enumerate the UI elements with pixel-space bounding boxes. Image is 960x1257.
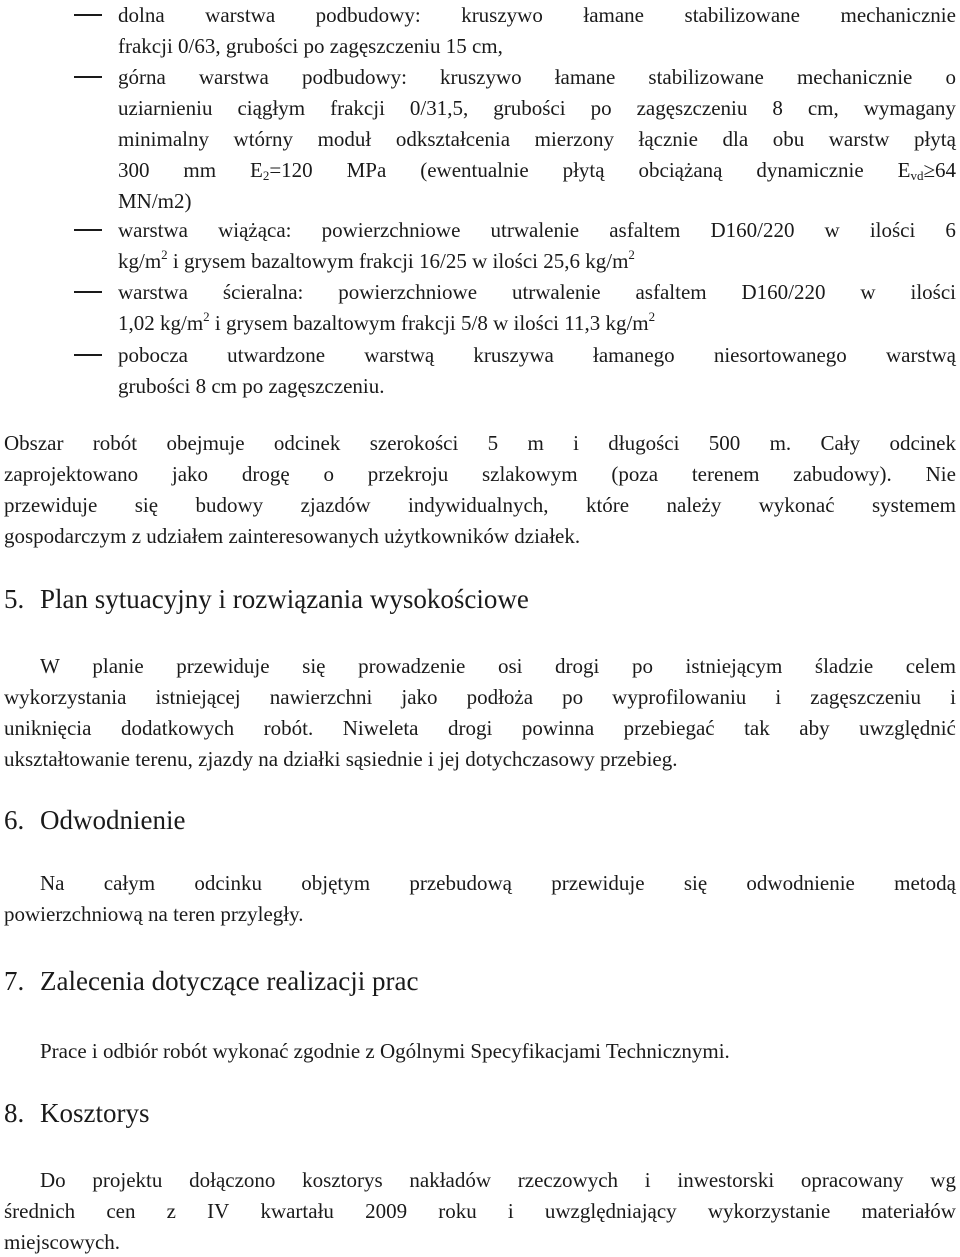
word: przekroju <box>367 462 449 486</box>
section-paragraph-line <box>4 1196 956 1226</box>
word: przebiegać <box>623 716 715 740</box>
word: uwzględniający <box>544 1199 677 1223</box>
word: systemem <box>871 493 956 517</box>
word: aby <box>799 716 830 740</box>
section-number: 6. <box>4 805 25 835</box>
section-title: Plan sytuacyjny i rozwiązania wysokościowe <box>40 584 529 614</box>
word: odcinku <box>194 871 262 895</box>
word: asfaltem <box>635 280 707 304</box>
word: planie <box>92 654 144 678</box>
word: obu <box>772 127 805 151</box>
word: dla <box>722 127 749 151</box>
word: dodatkowych <box>120 716 235 740</box>
word: szerokości <box>369 431 459 455</box>
word: uwzględnić <box>859 716 956 740</box>
word: wykorzystanie <box>707 1199 831 1223</box>
dash-bullet-icon <box>74 340 104 370</box>
word: ścieralna: <box>222 280 304 304</box>
word: warstw <box>828 127 890 151</box>
word: warstwa <box>198 65 269 89</box>
word: w <box>824 218 840 242</box>
superscript: 2 <box>628 247 635 262</box>
word: i <box>644 1168 651 1192</box>
word: drogi <box>448 716 493 740</box>
section-number: 8. <box>4 1098 25 1128</box>
word: robót. <box>263 716 314 740</box>
section-paragraph-line: Prace i odbiór robót wykonać zgodnie z Ogólnymi Specyfikacjami Technicznymi. <box>40 1039 730 1063</box>
section-title: Odwodnienie <box>40 805 186 835</box>
word: powinna <box>521 716 595 740</box>
word: (ewentualnie <box>420 158 529 182</box>
word: łamane <box>583 3 644 27</box>
word: przewiduje <box>4 493 98 517</box>
word: indywidualnych, <box>407 493 549 517</box>
word: prowadzenie <box>358 654 466 678</box>
word: tak <box>744 716 770 740</box>
word: Cały <box>820 431 861 455</box>
word: długości <box>608 431 680 455</box>
text: i grysem bazaltowym frakcji 16/25 w ilości 25,6 kg/m <box>167 249 629 273</box>
word: odcinek <box>889 431 956 455</box>
word: pobocza <box>118 343 188 367</box>
word: terenem <box>691 462 760 486</box>
subscript: vd <box>910 168 924 183</box>
word: po <box>562 685 584 709</box>
word: wymagany <box>863 96 956 120</box>
word: mechanicznie <box>796 65 913 89</box>
word <box>250 155 313 185</box>
subscript: 2 <box>262 168 270 183</box>
bullet-line <box>118 155 956 185</box>
word: przewiduje <box>551 871 645 895</box>
section-paragraph-line: ukształtowanie terenu, zjazdy na działki sąsiednie i jej dotychczasowy przebieg. <box>4 747 678 771</box>
bullet-line <box>118 0 956 30</box>
word: budowy <box>195 493 264 517</box>
word: wiążąca: <box>218 218 292 242</box>
word: odkształcenia <box>395 127 511 151</box>
word: W <box>40 654 60 678</box>
text: i grysem bazaltowym frakcji 5/8 w ilości 11,3 kg/m <box>209 311 649 335</box>
bullet-line <box>118 308 655 338</box>
word: inwestorski <box>677 1168 775 1192</box>
word: całym <box>103 871 156 895</box>
section-title: Kosztorys <box>40 1098 150 1128</box>
word: m. <box>769 431 792 455</box>
word: E <box>897 158 911 182</box>
bullet-line: grubości 8 cm po zagęszczeniu. <box>118 374 385 398</box>
word: 8 <box>772 96 783 120</box>
word: warstwą <box>364 343 435 367</box>
word: nawierzchni <box>269 685 373 709</box>
word: i <box>507 1199 514 1223</box>
word: podbudowy: <box>315 3 421 27</box>
word: z <box>166 1199 176 1223</box>
word: Na <box>40 871 65 895</box>
word: materiałów <box>861 1199 956 1223</box>
word: górna <box>118 65 166 89</box>
word: podbudowy: <box>301 65 407 89</box>
word: dołączono <box>189 1168 276 1192</box>
word: minimalny <box>118 127 209 151</box>
word: warstwa <box>205 3 276 27</box>
word: przebudową <box>409 871 512 895</box>
word: utwardzone <box>227 343 326 367</box>
word: objętym <box>301 871 371 895</box>
word: asfaltem <box>609 218 681 242</box>
word: utrwalenie <box>511 280 601 304</box>
bullet-line: MN/m2) <box>118 189 192 213</box>
word: grubości <box>493 96 566 120</box>
dash-bullet-icon <box>74 277 104 307</box>
section-paragraph-line: miejscowych. <box>4 1230 121 1254</box>
word: (poza <box>611 462 659 486</box>
paragraph-line: gospodarczym z udziałem zainteresowanych użytkowników działek. <box>4 524 581 548</box>
section-paragraph-line <box>4 682 956 712</box>
word: 6 <box>945 218 956 242</box>
word: stabilizowane <box>648 65 764 89</box>
word: jako <box>401 685 438 709</box>
word: powierzchniowe <box>338 280 478 304</box>
dash-bullet-icon <box>74 62 104 92</box>
word: mechanicznie <box>840 3 956 27</box>
word: ilości <box>910 280 956 304</box>
superscript: 2 <box>203 309 210 324</box>
word: Do <box>40 1168 66 1192</box>
section-heading <box>4 803 185 837</box>
section-paragraph-line <box>40 1165 956 1195</box>
word: płytą <box>562 158 605 182</box>
bullet-line <box>118 277 956 307</box>
word: 300 <box>118 158 150 182</box>
section-heading <box>4 582 529 616</box>
word: kruszywa <box>473 343 554 367</box>
text: kg/m <box>118 249 162 273</box>
word: E <box>250 158 263 182</box>
word: warstwą <box>885 343 956 367</box>
word: osi <box>497 654 523 678</box>
word: cen <box>106 1199 136 1223</box>
word: odwodnienie <box>746 871 855 895</box>
word: drogę <box>241 462 290 486</box>
section-heading <box>4 964 418 998</box>
word: D160/220 <box>710 218 795 242</box>
word: rzeczowych <box>517 1168 619 1192</box>
word: ilości <box>869 218 916 242</box>
word: dolna <box>118 3 165 27</box>
word: wg <box>930 1168 956 1192</box>
word: o <box>945 65 956 89</box>
word: podłoża <box>466 685 534 709</box>
paragraph-line <box>4 459 956 489</box>
word: wyprofilowaniu <box>612 685 747 709</box>
word: uziarnieniu <box>118 96 213 120</box>
bullet-line <box>118 62 956 92</box>
word: drogi <box>555 654 600 678</box>
word: się <box>134 493 159 517</box>
word: należy <box>666 493 722 517</box>
bullet-line <box>118 215 956 245</box>
word: niesortowanego <box>713 343 847 367</box>
word: obciążaną <box>638 158 723 182</box>
word: uniknięcia <box>4 716 92 740</box>
word: MPa <box>346 158 387 182</box>
word: łącznie <box>638 127 698 151</box>
section-paragraph-line <box>4 713 956 743</box>
word: IV <box>207 1199 230 1223</box>
superscript: 2 <box>648 309 656 324</box>
word: ciągłym <box>237 96 306 120</box>
word: powierzchniowe <box>321 218 461 242</box>
section-paragraph-line <box>40 651 956 681</box>
word: i <box>950 685 956 709</box>
word: po <box>590 96 612 120</box>
paragraph-line <box>4 490 956 520</box>
word: robót <box>92 431 138 455</box>
word: jako <box>171 462 209 486</box>
word: dynamicznie <box>756 158 864 182</box>
word: płytą <box>913 127 956 151</box>
section-number: 5. <box>4 584 25 614</box>
superscript: 2 <box>161 247 168 262</box>
word <box>898 155 956 185</box>
word: roku <box>438 1199 477 1223</box>
word: 2009 <box>365 1199 408 1223</box>
word: odcinek <box>273 431 341 455</box>
word: kruszywo <box>461 3 543 27</box>
word: które <box>585 493 630 517</box>
word: po <box>631 654 653 678</box>
word: D160/220 <box>741 280 826 304</box>
bullet-line <box>118 246 635 276</box>
word: wtórny <box>233 127 294 151</box>
word: o <box>323 462 334 486</box>
word: się <box>683 871 708 895</box>
word: łamanego <box>593 343 675 367</box>
bullet-line <box>118 340 956 370</box>
word: się <box>302 654 326 678</box>
word: w <box>860 280 876 304</box>
word: warstwa <box>118 218 188 242</box>
word: kosztorys <box>302 1168 383 1192</box>
word: przewiduje <box>176 654 270 678</box>
word: kruszywo <box>440 65 522 89</box>
word: zaprojektowano <box>4 462 139 486</box>
word: frakcji <box>330 96 385 120</box>
word: Obszar <box>4 431 64 455</box>
word: Niweleta <box>342 716 419 740</box>
word: kwartału <box>260 1199 334 1223</box>
section-heading <box>4 1096 150 1130</box>
word: stabilizowane <box>684 3 800 27</box>
word: celem <box>905 654 956 678</box>
word: łamane <box>554 65 616 89</box>
word: mierzony <box>534 127 614 151</box>
word: moduł <box>317 127 372 151</box>
word: szlakowym <box>481 462 578 486</box>
section-number: 7. <box>4 966 25 996</box>
bullet-line: frakcji 0/63, grubości po zagęszczeniu 15 cm, <box>118 34 503 58</box>
text: 1,02 kg/m <box>118 311 204 335</box>
section-paragraph-line <box>40 868 956 898</box>
word: opracowany <box>800 1168 904 1192</box>
word: cm, <box>807 96 839 120</box>
word: ≥64 <box>923 158 956 182</box>
word: zabudowy). <box>793 462 892 486</box>
word: śladzie <box>814 654 874 678</box>
bullet-line <box>118 93 956 123</box>
word: m <box>527 431 544 455</box>
section-paragraph-line: powierzchniową na teren przyległy. <box>4 902 304 926</box>
word: metodą <box>894 871 956 895</box>
word: 5 <box>487 431 499 455</box>
word: Nie <box>925 462 956 486</box>
word: zagęszczeniu <box>810 685 922 709</box>
word: zjazdów <box>300 493 371 517</box>
word: istniejącej <box>155 685 241 709</box>
word: utrwalenie <box>490 218 580 242</box>
word: i <box>573 431 579 455</box>
section-title: Zalecenia dotyczące realizacji prac <box>40 966 419 996</box>
dash-bullet-icon <box>74 215 104 245</box>
word: obejmuje <box>166 431 245 455</box>
dash-bullet-icon <box>74 0 104 30</box>
paragraph-line <box>4 428 956 458</box>
word: wykonać <box>758 493 835 517</box>
word: i <box>775 685 782 709</box>
word: nakładów <box>409 1168 492 1192</box>
word: 500 <box>708 431 741 455</box>
word: zagęszczeniu <box>636 96 748 120</box>
word: warstwa <box>118 280 188 304</box>
word: średnich <box>4 1199 76 1223</box>
word: wykorzystania <box>4 685 127 709</box>
word: istniejącym <box>685 654 783 678</box>
word: projektu <box>92 1168 163 1192</box>
word: =120 <box>269 158 313 182</box>
bullet-line <box>118 124 956 154</box>
word: mm <box>183 158 217 182</box>
word: 0/31,5, <box>409 96 469 120</box>
